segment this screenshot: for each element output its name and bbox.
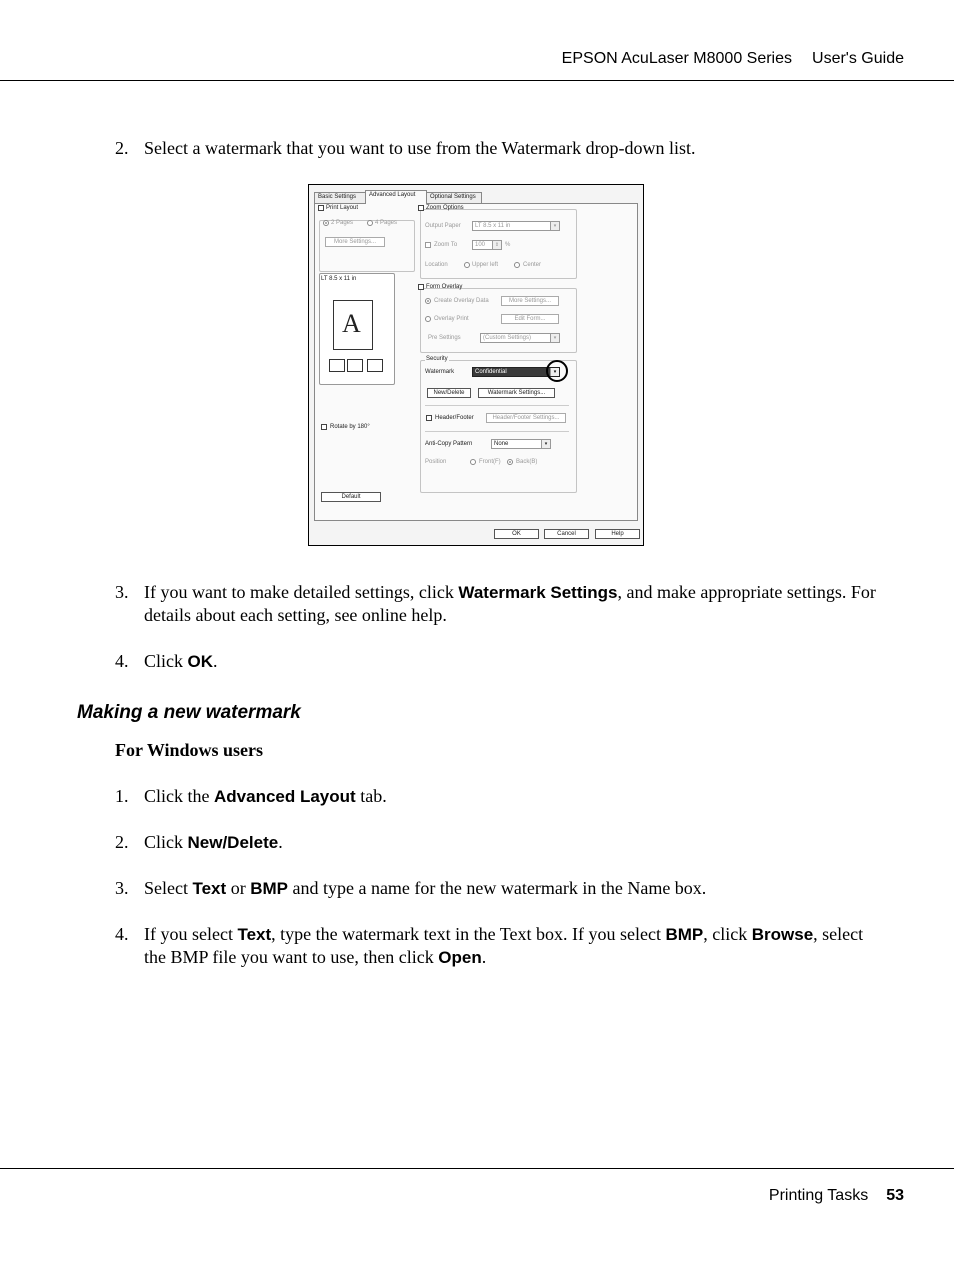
default-button[interactable]: Default: [321, 492, 381, 502]
step-select-text-or-bmp: [115, 877, 885, 900]
form-overlay-checkbox[interactable]: [418, 284, 424, 290]
new-delete-button[interactable]: New/Delete: [427, 388, 471, 398]
upper-left-radio[interactable]: [464, 262, 470, 268]
help-button[interactable]: Help: [595, 529, 640, 539]
text-run: , and make appropriate settings. For details about each setting, see online help.: [144, 582, 876, 625]
ui-term: Browse: [751, 925, 814, 944]
ui-term: New/Delete: [187, 833, 279, 852]
ui-term: Text: [192, 879, 227, 898]
highlight-circle: [546, 360, 568, 382]
tab-advanced-layout[interactable]: Advanced Layout: [365, 190, 427, 204]
rotate-180-label: Rotate by 180°: [330, 424, 370, 430]
step-new-delete: [115, 831, 885, 854]
header-footer-label: Header/Footer: [435, 415, 474, 421]
text-run: If you select: [144, 924, 238, 944]
back-label: Back(B): [516, 459, 538, 465]
text-run: .: [213, 651, 218, 671]
front-radio[interactable]: [470, 459, 476, 465]
step-enter-watermark: [115, 923, 885, 969]
watermark-settings-button[interactable]: Watermark Settings...: [478, 388, 555, 398]
step-number: 4.: [115, 924, 129, 944]
security-label: Security: [426, 356, 448, 362]
rotate-icon[interactable]: [347, 359, 363, 372]
subsection-title: For Windows users: [115, 740, 264, 760]
two-pages-label: 2 Pages: [331, 220, 354, 226]
pre-settings-label: Pre Settings: [428, 335, 461, 341]
step-text: [144, 650, 885, 673]
step-click-ok: [115, 650, 885, 673]
printer-settings-dialog: [308, 184, 644, 546]
back-radio[interactable]: [507, 459, 513, 465]
footer-rule: [0, 1168, 954, 1169]
text-run: and type a name for the new watermark in the Name box.: [287, 878, 707, 898]
header-product: EPSON AcuLaser M8000 Series: [561, 50, 793, 67]
spinner-arrows-icon: ⇕: [492, 241, 501, 249]
create-overlay-radio[interactable]: [425, 298, 431, 304]
text-run: Select: [144, 878, 193, 898]
text-run: , select the BMP file you want to use, then click: [144, 924, 864, 967]
step-advanced-layout-tab: [115, 785, 885, 808]
step-watermark-settings: [115, 581, 885, 627]
step-number: 2.: [115, 138, 129, 158]
chevron-down-icon: ▾: [550, 222, 559, 230]
front-label: Front(F): [479, 459, 501, 465]
preview-page: [333, 300, 373, 350]
zoom-value-spinner[interactable]: [472, 240, 502, 250]
page-number: 53: [886, 1187, 904, 1204]
chevron-down-icon: ▾: [541, 440, 550, 448]
print-layout-label: Print Layout: [326, 205, 359, 211]
step-text: [144, 923, 885, 969]
two-pages-radio[interactable]: [323, 220, 329, 226]
anti-copy-label: Anti-Copy Pattern: [425, 441, 473, 447]
running-header: [562, 50, 904, 68]
step-text: [144, 785, 885, 808]
step-text: [144, 877, 885, 900]
zoom-unit: %: [505, 242, 511, 248]
form-overlay-label: Form Overlay: [426, 284, 463, 290]
ui-term: OK: [187, 652, 213, 671]
text-run: If you want to make detailed settings, click: [144, 582, 459, 602]
anti-copy-value: None: [494, 441, 509, 447]
footer-section: Printing Tasks: [768, 1187, 869, 1204]
zoom-to-label: Zoom To: [434, 242, 458, 248]
step-select-watermark: [115, 137, 885, 160]
ui-term: Advanced Layout: [214, 787, 356, 806]
advanced-layout-panel: [314, 203, 638, 521]
text-run: .: [481, 947, 487, 967]
text-run: .: [278, 832, 283, 852]
ui-term: Watermark Settings: [458, 583, 618, 602]
text-run: Click the: [144, 786, 214, 806]
watermark-label: Watermark: [425, 369, 455, 375]
step-number: 2.: [115, 832, 129, 852]
security-divider-2: [425, 431, 569, 432]
tab-optional-settings[interactable]: Optional Settings: [426, 192, 482, 203]
edit-form-button[interactable]: Edit Form...: [501, 314, 559, 324]
cancel-button[interactable]: Cancel: [544, 529, 589, 539]
step-number: 1.: [115, 786, 129, 806]
location-label: Location: [425, 262, 448, 268]
pre-settings-select[interactable]: [480, 333, 560, 343]
create-overlay-label: Create Overlay Data: [434, 298, 489, 304]
step-number: 3.: [115, 582, 129, 602]
output-paper-select[interactable]: [472, 221, 560, 231]
print-layout-checkbox[interactable]: [318, 205, 324, 211]
four-pages-label: 4 Pages: [375, 220, 398, 226]
overlay-print-label: Overlay Print: [434, 316, 469, 322]
anti-copy-select[interactable]: [491, 439, 551, 449]
section-title: Making a new watermark: [77, 702, 301, 723]
zoom-options-checkbox[interactable]: [418, 205, 424, 211]
chevron-down-icon: ▾: [550, 334, 559, 342]
ui-term: BMP: [665, 925, 704, 944]
tab-basic-settings[interactable]: Basic Settings: [314, 192, 366, 203]
text-run: Click: [144, 651, 188, 671]
overlay-print-radio[interactable]: [425, 316, 431, 322]
zoom-to-checkbox[interactable]: [425, 242, 431, 248]
text-run: , click: [703, 924, 752, 944]
more-settings-button[interactable]: More Settings...: [325, 237, 385, 247]
running-footer: [769, 1187, 904, 1205]
security-divider: [425, 405, 569, 406]
pre-settings-value: (Custom Settings): [483, 335, 532, 341]
ui-term: Open: [438, 948, 482, 967]
text-run: or: [226, 878, 251, 898]
text-run: tab.: [355, 786, 387, 806]
watermark-value: Confidential: [475, 369, 507, 375]
step-number: 4.: [115, 651, 129, 671]
rotate-180-checkbox[interactable]: [321, 424, 327, 430]
step-text: [144, 831, 885, 854]
step-text: Select a watermark that you want to use from the Watermark drop-down list.: [144, 138, 696, 158]
header-guide: User's Guide: [812, 50, 904, 67]
preview-letter: A: [342, 309, 361, 338]
ui-term: BMP: [250, 879, 288, 898]
upper-left-label: Upper left: [472, 262, 499, 268]
chevron-down-icon: ▾: [550, 368, 559, 376]
center-radio[interactable]: [514, 262, 520, 268]
ui-term: Text: [237, 925, 272, 944]
center-label: Center: [523, 262, 542, 268]
four-pages-radio[interactable]: [367, 220, 373, 226]
zoom-options-label: Zoom Options: [426, 205, 464, 211]
duplex-icon[interactable]: [367, 359, 383, 372]
zoom-value: 100: [475, 242, 486, 248]
preview-paper-size: LT 8.5 x 11 in: [321, 276, 357, 282]
position-label: Position: [425, 459, 447, 465]
more-settings-overlay-button[interactable]: More Settings...: [501, 296, 559, 306]
text-run: , type the watermark text in the Text box. If you select: [271, 924, 666, 944]
ok-button[interactable]: OK: [494, 529, 539, 539]
output-paper-label: Output Paper: [425, 223, 461, 229]
text-run: Click: [144, 832, 188, 852]
step-number: 3.: [115, 878, 129, 898]
step-text: [144, 581, 885, 627]
header-rule: [0, 80, 954, 81]
output-paper-value: LT 8.5 x 11 in: [475, 223, 511, 229]
orientation-icon[interactable]: [329, 359, 345, 372]
header-footer-settings-button[interactable]: Header/Footer Settings...: [486, 413, 566, 423]
header-footer-checkbox[interactable]: [426, 415, 432, 421]
